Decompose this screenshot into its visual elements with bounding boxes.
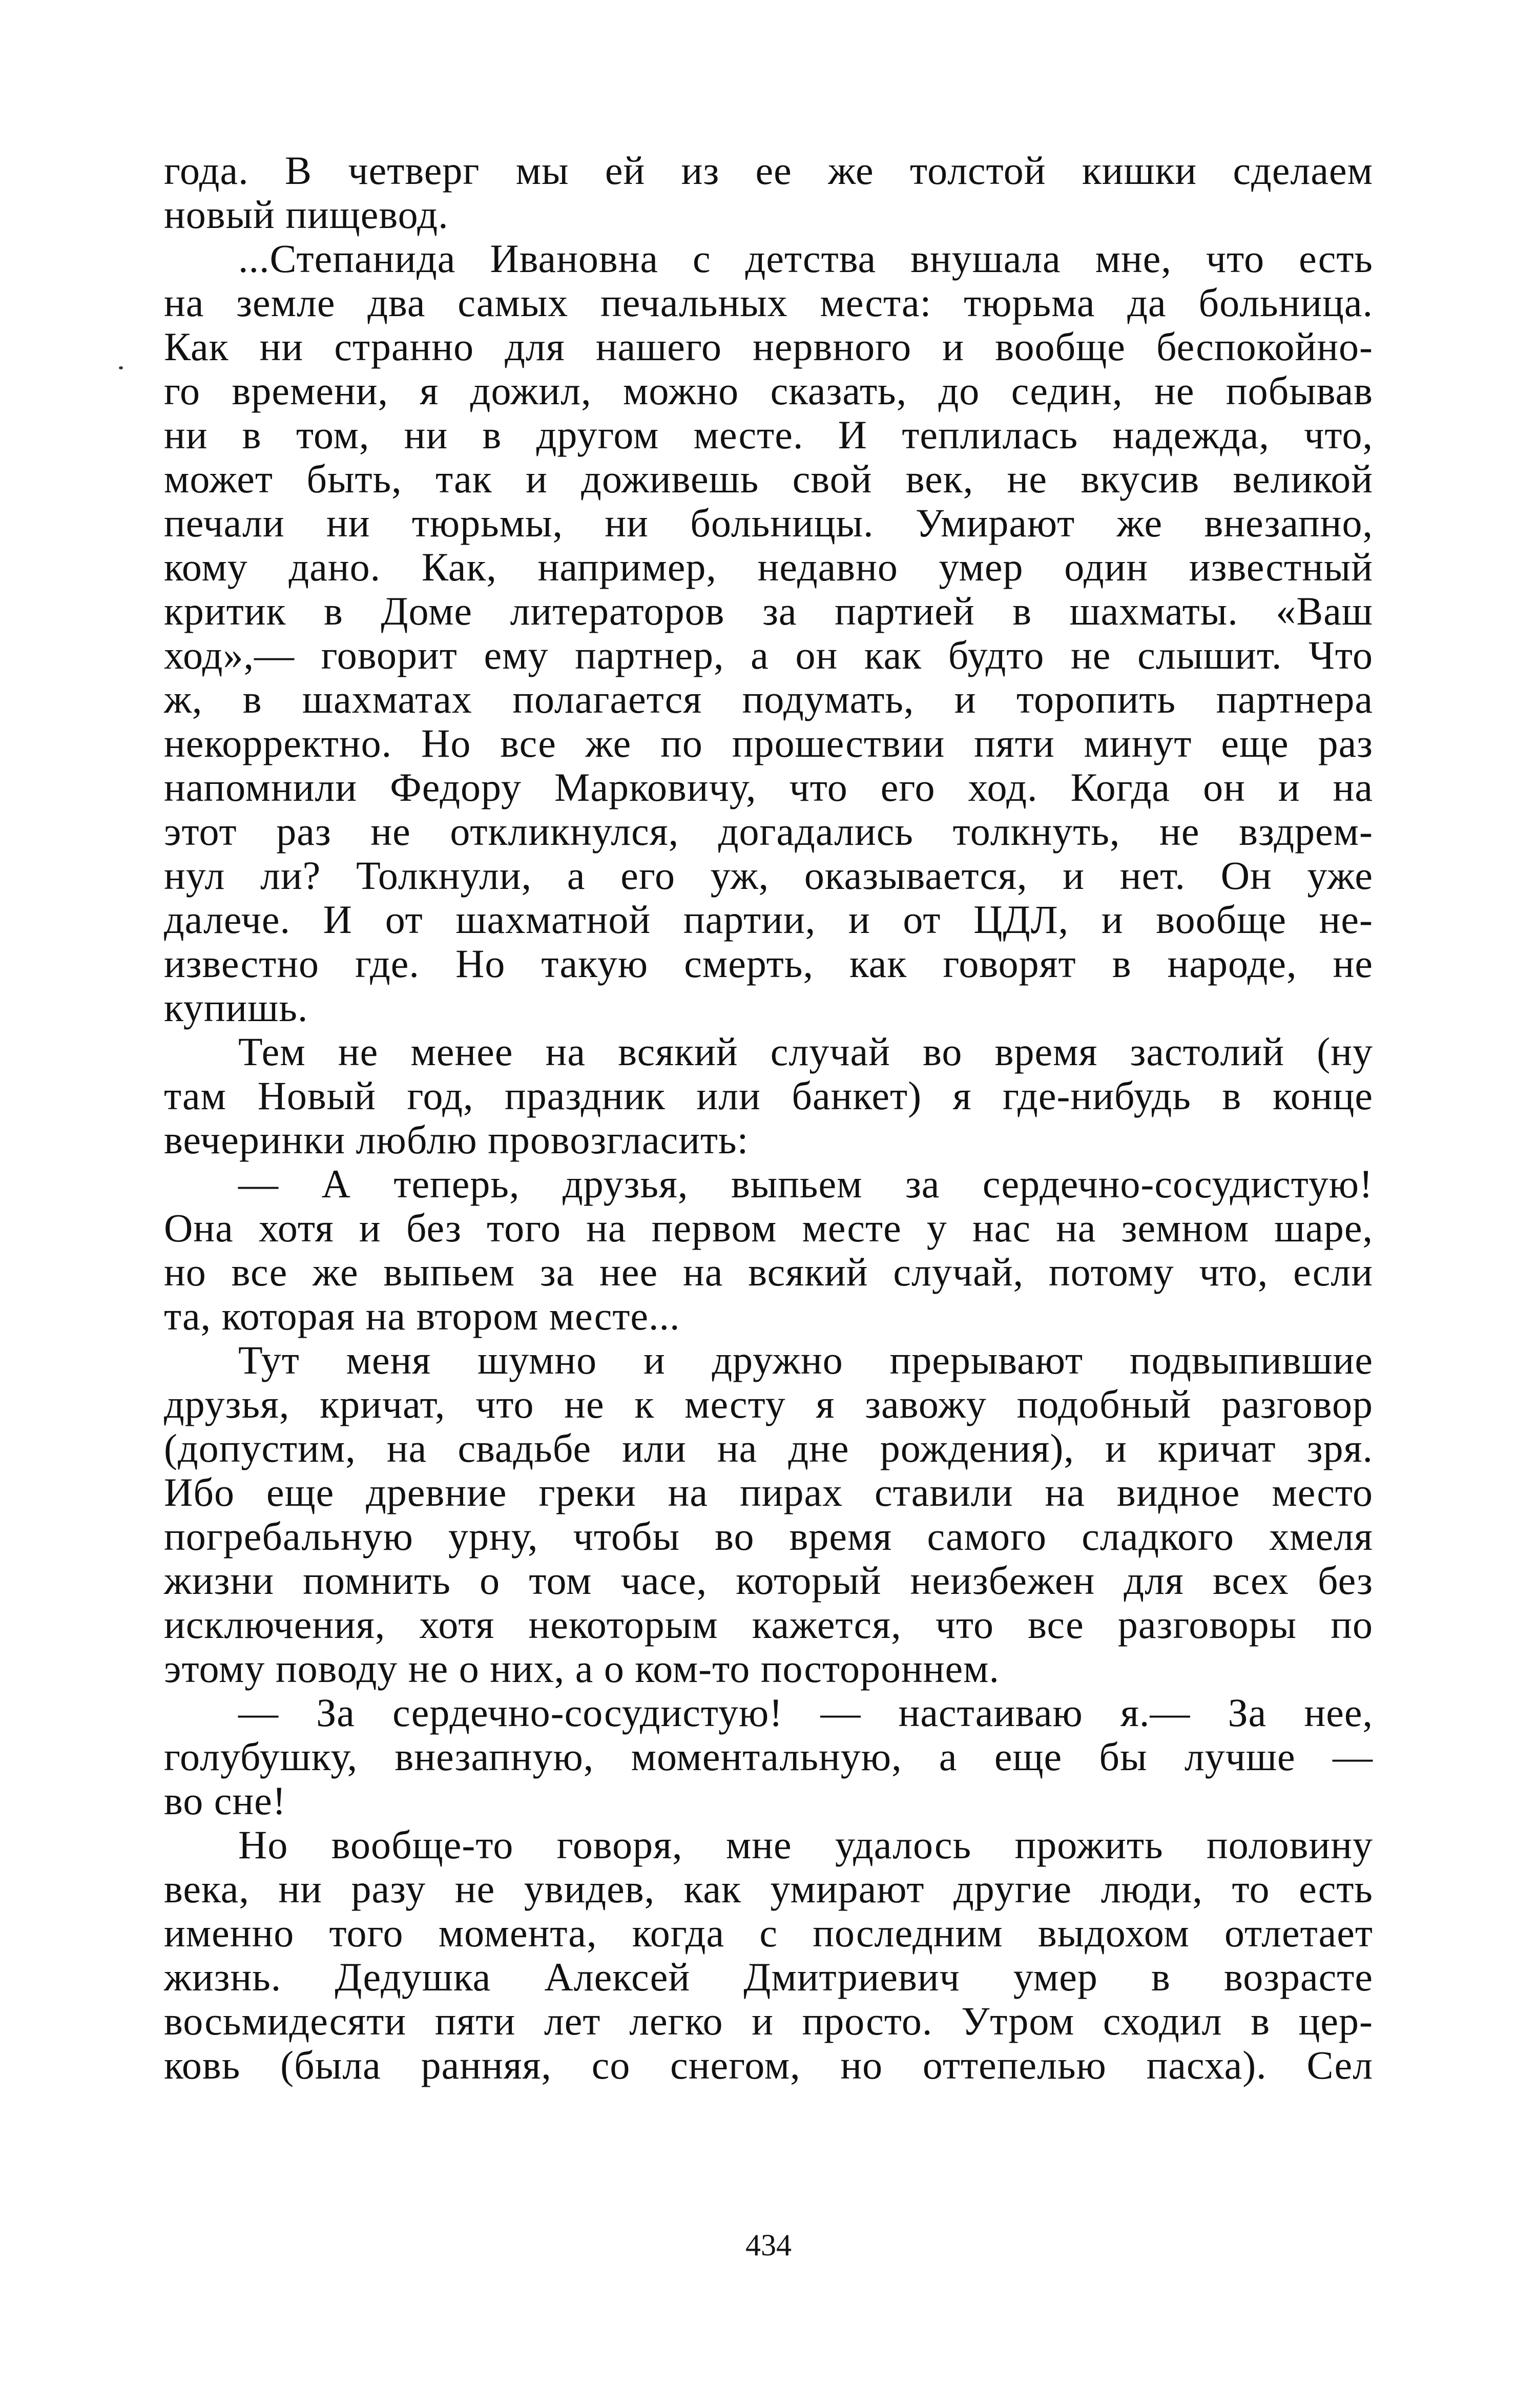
text-line: новый пищевод. <box>164 192 449 237</box>
text-line: жизнь. Дедушка Алексей Дмитриевич умер в возрасте <box>164 1955 1373 1999</box>
text-line: известно где. Но такую смерть, как говорят в народе, не <box>164 941 1373 986</box>
text-line: Ибо еще древние греки на пирах ставили на видное место <box>164 1470 1373 1514</box>
text-line: ход»,— говорит ему партнер, а он как будто не слышит. Что <box>164 633 1373 677</box>
text-line: голубушку, внезапную, моментальную, а еще бы лучше — <box>164 1734 1373 1779</box>
text-line: го времени, я дожил, можно сказать, до седин, не побывав <box>164 368 1373 413</box>
text-line: (допустим, на свадьбе или на дне рождения), и кричат зря. <box>164 1426 1373 1470</box>
text-line: погребальную урну, чтобы во время самого сладкого хмеля <box>164 1514 1373 1559</box>
text-line: Но вообще-то говоря, мне удалось прожить половину <box>238 1822 1373 1867</box>
text-line: ...Степанида Ивановна с детства внушала мне, что есть <box>238 236 1373 281</box>
text-line: некорректно. Но все же по прошествии пяти минут еще раз <box>164 721 1373 765</box>
text-line: на земле два самых печальных места: тюрьма да больница. <box>164 280 1373 325</box>
text-line: может быть, так и доживешь свой век, не вкусив великой <box>164 456 1373 501</box>
text-line: критик в Доме литераторов за партией в шахматы. «Ваш <box>164 589 1373 633</box>
page-number: 434 <box>745 2228 792 2262</box>
text-line: нул ли? Толкнули, а его уж, оказывается, и нет. Он уже <box>164 853 1373 898</box>
text-line: именно того момента, когда с последним выдохом отлетает <box>164 1911 1373 1955</box>
text-line: века, ни разу не увидев, как умирают другие люди, то есть <box>164 1866 1373 1911</box>
page-text <box>164 149 1373 2087</box>
text-line: ни в том, ни в другом месте. И теплилась надежда, что, <box>164 412 1373 457</box>
text-line: этому поводу не о них, а о ком-то постороннем. <box>164 1646 1000 1691</box>
text-line: этот раз не откликнулся, догадались толкнуть, не вздрем- <box>164 809 1373 854</box>
text-line: — А теперь, друзья, выпьем за сердечно-сосудистую! <box>238 1161 1373 1206</box>
text-line: Как ни странно для нашего нервного и вообще беспокойно- <box>164 324 1373 369</box>
text-line: та, которая на втором месте... <box>164 1294 680 1338</box>
text-line: печали ни тюрьмы, ни больницы. Умирают же внезапно, <box>164 501 1373 545</box>
text-line: кому дано. Как, например, недавно умер один известный <box>164 545 1373 589</box>
text-line: во сне! <box>164 1778 286 1823</box>
text-line: друзья, кричат, что не к месту я завожу подобный разговор <box>164 1382 1373 1426</box>
text-line: но все же выпьем за нее на всякий случай, потому что, если <box>164 1250 1373 1294</box>
text-line: напомнили Федору Марковичу, что его ход. Когда он и на <box>164 765 1373 809</box>
text-line: Тем не менее на всякий случай во время застолий (ну <box>238 1029 1373 1074</box>
text-line: ковь (была ранняя, со снегом, но оттепелью пасха). Сел <box>164 2043 1373 2087</box>
text-line: Она хотя и без того на первом месте у нас на земном шаре, <box>164 1206 1373 1250</box>
text-line: вечеринки люблю провозгласить: <box>164 1117 749 1162</box>
text-line: жизни помнить о том часе, который неизбежен для всех без <box>164 1558 1373 1603</box>
text-line: восьмидесяти пяти лет легко и просто. Утром сходил в цер- <box>164 1999 1373 2043</box>
text-line: там Новый год, праздник или банкет) я где-нибудь в конце <box>164 1073 1373 1118</box>
text-line: далече. И от шахматной партии, и от ЦДЛ, и вообще не- <box>164 897 1373 942</box>
text-line: года. В четверг мы ей из ее же толстой кишки сделаем <box>164 148 1373 193</box>
text-line: исключения, хотя некоторым кажется, что все разговоры по <box>164 1602 1373 1647</box>
text-line: Тут меня шумно и дружно прерывают подвыпившие <box>238 1338 1373 1382</box>
text-line: купишь. <box>164 985 308 1030</box>
text-line: — За сердечно-сосудистую! — настаиваю я.— За нее, <box>238 1690 1373 1735</box>
text-line: ж, в шахматах полагается подумать, и торопить партнера <box>164 677 1373 721</box>
ink-speck <box>119 366 123 369</box>
